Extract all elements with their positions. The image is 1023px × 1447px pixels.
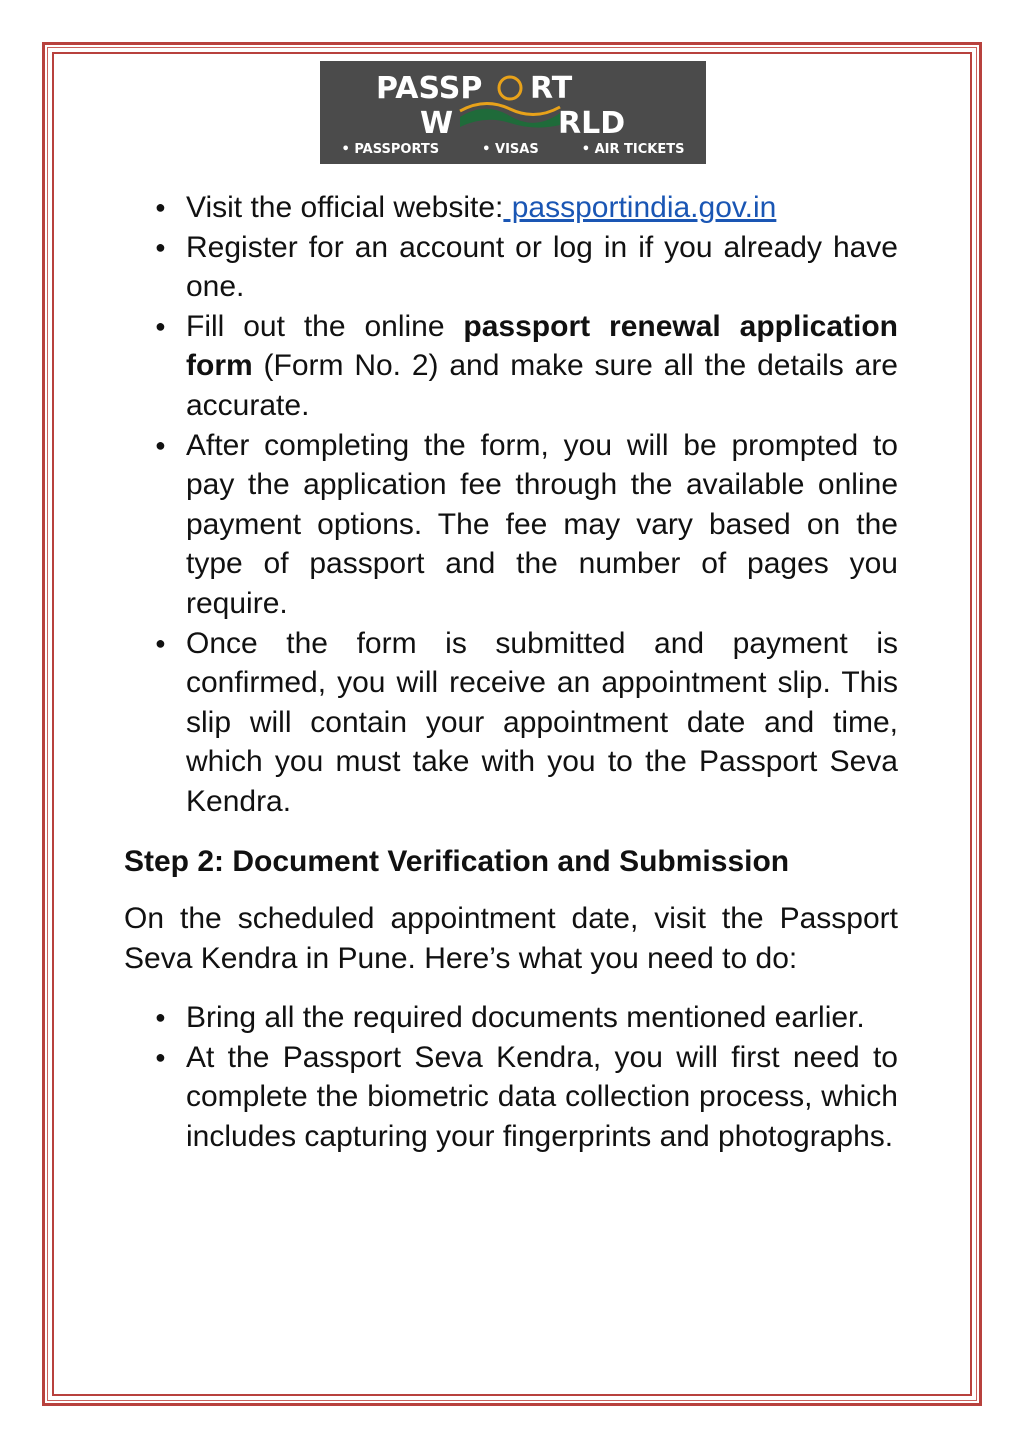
step2-heading: Step 2: Document Verification and Submission	[124, 844, 790, 878]
bullet-icon: ●	[155, 1007, 166, 1028]
bullet-icon: ●	[155, 236, 166, 257]
passport-world-logo	[320, 61, 706, 164]
document-body	[124, 188, 898, 1157]
bullet-icon: ●	[155, 632, 166, 653]
logo-text-passport: PASSP	[376, 71, 483, 106]
list-item	[124, 426, 898, 624]
bullet-bold-text: passport renewal application form	[186, 309, 898, 383]
bullet-text: After completing the form, you will be prompted to pay the application fee through the available online payment options. The fee may vary based on the type of passport and the number of pages you require.	[186, 428, 898, 620]
logo-tag-passports: • PASSPORTS	[341, 141, 440, 157]
step2-intro: On the scheduled appointment date, visit the Passport Seva Kendra in Pune. Here’s what you need to do:	[124, 902, 898, 975]
bullet-text: Bring all the required documents mentioned earlier.	[186, 1001, 865, 1035]
logo-text-rld: RLD	[558, 106, 626, 141]
bullet-text: At the Passport Seva Kendra, you will first need to complete the biometric data collection process, which includes capturing your fingerprints and photographs.	[186, 1040, 898, 1154]
bullet-icon: ●	[155, 197, 166, 217]
list-item	[124, 998, 898, 1038]
logo-tag-visas: • VISAS	[482, 141, 539, 157]
step2-bullet-list	[124, 998, 898, 1156]
list-item	[124, 624, 898, 822]
list-item	[124, 188, 898, 228]
step1-bullet-list	[124, 188, 898, 822]
bullet-text: (Form No. 2) and make sure all the details are accurate.	[186, 349, 898, 422]
logo-text-w: W	[420, 106, 454, 141]
bullet-icon: ●	[155, 1046, 166, 1067]
passportindia-link[interactable]: passportindia.gov.in	[503, 191, 777, 224]
bullet-text: Once the form is submitted and payment is confirmed, you will receive an appointment slip. This slip will contain your appointment date and time, which you must take with you to the Passport Seva Kendra.	[186, 626, 898, 818]
list-item	[124, 307, 898, 426]
logo-sun-icon	[499, 77, 521, 99]
list-item	[124, 1038, 898, 1157]
logo-text-rt: RT	[530, 71, 573, 106]
bullet-icon: ●	[155, 434, 166, 455]
logo-tag-air-tickets: • AIR TICKETS	[581, 141, 685, 157]
list-item	[124, 228, 898, 307]
bullet-icon: ●	[155, 315, 166, 336]
logo-tagline	[320, 138, 706, 160]
bullet-text: Visit the official website:	[186, 191, 504, 224]
bullet-text: Fill out the online	[186, 309, 464, 343]
bullet-text: Register for an account or log in if you already have one.	[186, 230, 898, 304]
